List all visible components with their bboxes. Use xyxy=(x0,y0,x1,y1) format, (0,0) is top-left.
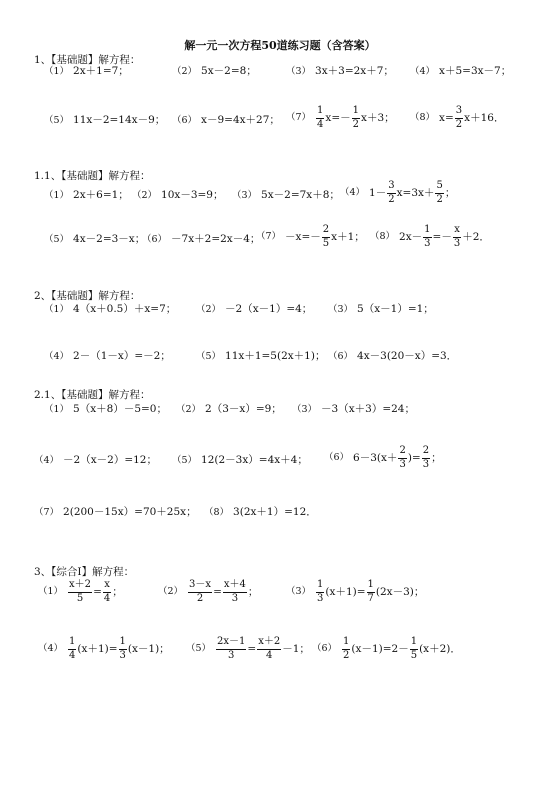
section-1-heading: 1、【基础题】解方程： xyxy=(34,54,141,66)
problem-2-1-5: （5） 12(2－3x）=4x＋4； xyxy=(172,454,308,466)
fraction: $\frac{x+2}{5}$ xyxy=(69,579,92,604)
problem-2-4: （4） 2－（1－x）=－2； xyxy=(44,350,171,362)
problem-3-2: （2） $\frac{3-x}{2}$ = $\frac{x+4}{3}$ ； xyxy=(158,579,259,604)
fraction: $\frac{1}{4}$ xyxy=(317,105,324,130)
fraction: $\frac{2}{5}$ xyxy=(322,224,330,249)
fraction: $\frac{1}{2}$ xyxy=(343,636,350,661)
fraction: $\frac{5}{2}$ xyxy=(436,180,443,205)
fraction: $\frac{3-x}{2}$ xyxy=(189,579,212,604)
problem-1-2: （2） 5x－2=8； xyxy=(172,65,257,77)
problem-2-1-7: （7） 2(200－15x）=70＋25x； xyxy=(34,506,197,518)
problem-1-1-4: （4） 1－ $\frac{3}{2}$ x=3x＋ $\frac{5}{2}$ ； xyxy=(340,180,456,205)
problem-2-1: （1） 4（x＋0.5）＋x=7； xyxy=(44,303,177,315)
problem-1-1-2: （2） 10x－3=9； xyxy=(132,189,224,201)
problem-1-1-5: （5） 4x－2=3－x； xyxy=(44,233,146,245)
section-1-1-heading: 1.1、【基础题】解方程： xyxy=(34,170,151,182)
problem-3-3: （3） $\frac{1}{3}$ (x＋1)= $\frac{1}{7}$ (2x－3)； xyxy=(286,579,425,604)
fraction: $\frac{1}{3}$ xyxy=(424,224,431,249)
fraction: $\frac{1}{5}$ xyxy=(410,636,418,661)
problem-1-1: （1） 2x＋1=7； xyxy=(44,65,129,77)
problem-3-4: （4） $\frac{1}{4}$ (x＋1)= $\frac{1}{3}$ (x－1)； xyxy=(38,636,170,661)
problem-2-1-8: （8） 3(2x＋1）=12． xyxy=(204,506,317,518)
problem-2-2: （2） －2（x－1）=4； xyxy=(196,303,313,315)
fraction: $\frac{1}{3}$ xyxy=(317,579,324,604)
problem-2-5: （5） 11x＋1=5(2x＋1)； xyxy=(196,350,326,362)
problem-1-1-6: （6） －7x＋2=2x－4； xyxy=(142,233,261,245)
fraction: $\frac{1}{2}$ xyxy=(352,105,360,130)
problem-1-1-3: （3） 5x－2=7x＋8； xyxy=(232,189,340,201)
problem-1-3: （3） 3x＋3=2x＋7； xyxy=(286,65,394,77)
problem-1-4: （4） x＋5=3x－7； xyxy=(410,65,512,77)
problem-2-1-4: （4） －2（x－2）=12； xyxy=(34,454,157,466)
problem-1-6: （6） x－9=4x＋27； xyxy=(172,114,280,126)
problem-2-1-2: （2） 2（3－x）=9； xyxy=(176,403,282,415)
problem-1-1-7: （7） －x=－ $\frac{2}{5}$ x＋1； xyxy=(256,224,365,249)
problem-2-6: （6） 4x－3(20－x）=3． xyxy=(328,350,458,362)
fraction: $\frac{3}{2}$ xyxy=(388,180,395,205)
problem-1-7: （7） $\frac{1}{4}$ x=－ $\frac{1}{2}$ x＋3； xyxy=(286,105,395,130)
fraction: $\frac{x}{3}$ xyxy=(453,224,461,249)
fraction: $\frac{2x-1}{3}$ xyxy=(217,636,246,661)
problem-1-5: （5） 11x－2=14x－9； xyxy=(44,114,166,126)
problem-2-1-6: （6） 6－3(x＋ $\frac{2}{3}$ )= $\frac{2}{3}$ ； xyxy=(324,445,442,470)
fraction: $\frac{2}{3}$ xyxy=(422,445,430,470)
fraction: $\frac{1}{4}$ xyxy=(69,636,76,661)
fraction: $\frac{3}{2}$ xyxy=(455,105,463,130)
problem-2-1-1: （1） 5（x＋8）－5=0； xyxy=(44,403,167,415)
problem-1-1-8: （8） 2x－ $\frac{1}{3}$ =－ $\frac{x}{3}$ ＋2． xyxy=(370,224,490,249)
problem-1-1-1: （1） 2x＋6=1； xyxy=(44,189,129,201)
problem-3-6: （6） $\frac{1}{2}$ (x－1)=2－ $\frac{1}{5}$ (x＋2)． xyxy=(312,636,461,661)
page-title: 解一元一次方程50道练习题（含答案） xyxy=(184,39,376,52)
section-3-heading: 3、【综合Ⅰ】解方程： xyxy=(34,566,135,578)
problem-2-1-3: （3） －3（x＋3）=24； xyxy=(292,403,415,415)
section-2-1-heading: 2.1、【基础题】解方程： xyxy=(34,389,151,401)
problem-2-3: （3） 5（x－1）=1； xyxy=(328,303,434,315)
fraction: $\frac{1}{7}$ xyxy=(367,579,374,604)
problem-3-5: （5） $\frac{2x-1}{3}$ = $\frac{x+2}{4}$ －1； xyxy=(186,636,310,661)
fraction: $\frac{2}{3}$ xyxy=(399,445,406,470)
fraction: $\frac{x}{4}$ xyxy=(103,579,111,604)
fraction: $\frac{1}{3}$ xyxy=(119,636,126,661)
problem-3-1: （1） $\frac{x+2}{5}$ = $\frac{x}{4}$ ； xyxy=(38,579,123,604)
section-2-heading: 2、【基础题】解方程： xyxy=(34,290,141,302)
problem-1-8: （8） x= $\frac{3}{2}$ x＋16． xyxy=(410,105,505,130)
fraction: $\frac{x+2}{4}$ xyxy=(258,636,281,661)
fraction: $\frac{x+4}{3}$ xyxy=(223,579,246,604)
